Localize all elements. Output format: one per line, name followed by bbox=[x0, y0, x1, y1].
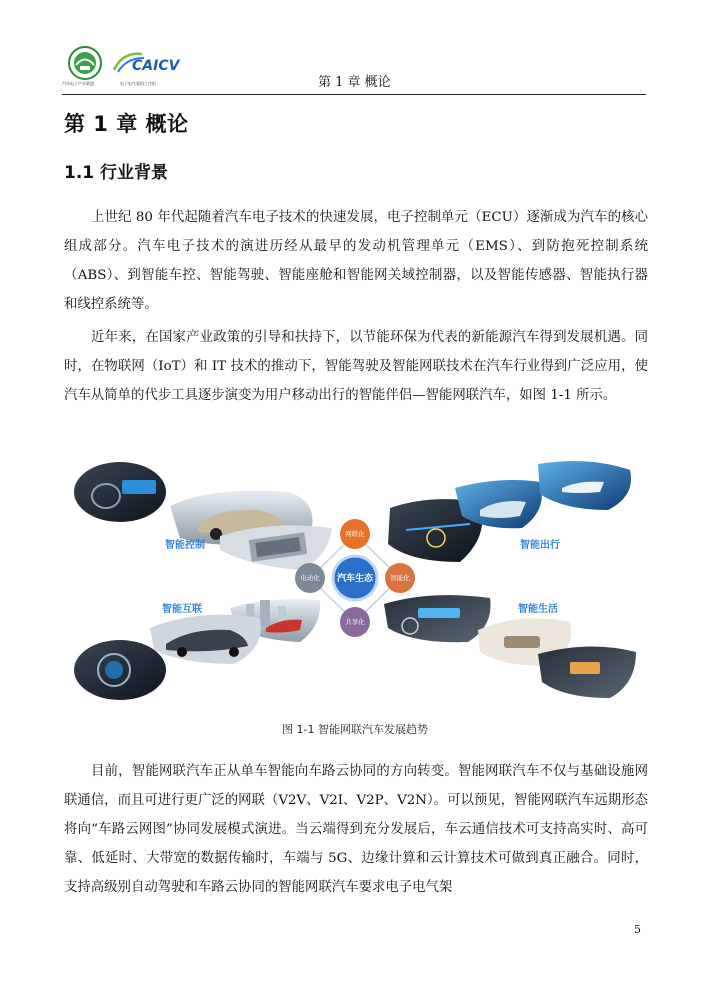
caicv-logo bbox=[112, 50, 184, 76]
svg-text:CAICV: CAICV bbox=[132, 58, 180, 74]
infotainment-image bbox=[74, 640, 166, 700]
chassis-image bbox=[220, 525, 332, 570]
svg-text:共享化: 共享化 bbox=[345, 618, 365, 626]
sedan-image bbox=[150, 615, 261, 664]
svg-text:智能化: 智能化 bbox=[390, 574, 410, 582]
dashboard-image bbox=[74, 462, 166, 522]
svg-text:汽车生态: 汽车生态 bbox=[336, 574, 374, 584]
parking-image bbox=[538, 461, 631, 510]
figure-caption: 图 1-1 智能网联汽车发展趋势 bbox=[282, 723, 428, 736]
paragraph-2: 近年来，在国家产业政策的引导和扶持下，以节能环保为代表的新能源汽车得到发展机遇。同时，在物联网（IoT）和 IT 技术的推动下，智能驾驶及智能网联技术在汽车行业得到广泛应用，使汽车从简单的代步工具逐步演变为用户移动出行的智能伴侣—智能网联汽车，如图 1-1 所示。 bbox=[64, 330, 648, 403]
svg-text:网联化: 网联化 bbox=[345, 530, 365, 538]
page-number: 5 bbox=[634, 923, 641, 936]
running-title: 第 1 章 概论 bbox=[318, 75, 391, 90]
quadrant-label-top-right: 智能出行 bbox=[520, 540, 560, 551]
cabin-image bbox=[538, 646, 636, 698]
page-header bbox=[62, 42, 646, 95]
alliance-logo-caption: 汽车电子产业联盟 bbox=[62, 81, 94, 86]
quadrant-label-top-left: 智能控制 bbox=[165, 540, 205, 551]
quadrant-label-bottom-right: 智能生活 bbox=[518, 604, 558, 615]
quadrant-label-bottom-left: 智能互联 bbox=[162, 604, 202, 615]
paragraph-3: 目前，智能网联汽车正从单车智能向车路云协同的方向转变。智能网联汽车不仅与基础设施网联通信，而且可进行更广泛的网联（V2V、V2I、V2P、V2N）。可以预见，智能网联汽车远期形态将向“车路云网图”协同发展模式演进。当云端得到充分发展后，车云通信技术可支持高实时、高可靠、低延时、大带宽的数据传输时，车端与 5G、边缘计算和云计算技术可做到真正融合。同时，支持高级别自动驾驶和车路云协同的智能网联汽车要求电子电气架 bbox=[64, 764, 648, 895]
cockpit-image bbox=[384, 595, 491, 642]
chapter-title: 第 1 章 概论 bbox=[64, 112, 189, 136]
section-title: 1.1 行业背景 bbox=[64, 163, 169, 183]
alliance-logo bbox=[68, 46, 102, 80]
paragraph-1: 上世纪 80 年代起随着汽车电子技术的快速发展，电子控制单元（ECU）逐渐成为汽车的核心组成部分。汽车电子技术的演进历经从最早的发动机管理单元（EMS）、到防抱死控制系统（ABS）、到智能车控、智能驾驶、智能座舱和智能网关域控制器，以及智能传感器、智能执行器和线控系统等。 bbox=[64, 210, 648, 312]
figure-trend-diagram bbox=[70, 458, 640, 706]
svg-text:电动化: 电动化 bbox=[300, 574, 320, 582]
caicv-logo-caption: 电子电气架构工作组 bbox=[120, 81, 156, 86]
